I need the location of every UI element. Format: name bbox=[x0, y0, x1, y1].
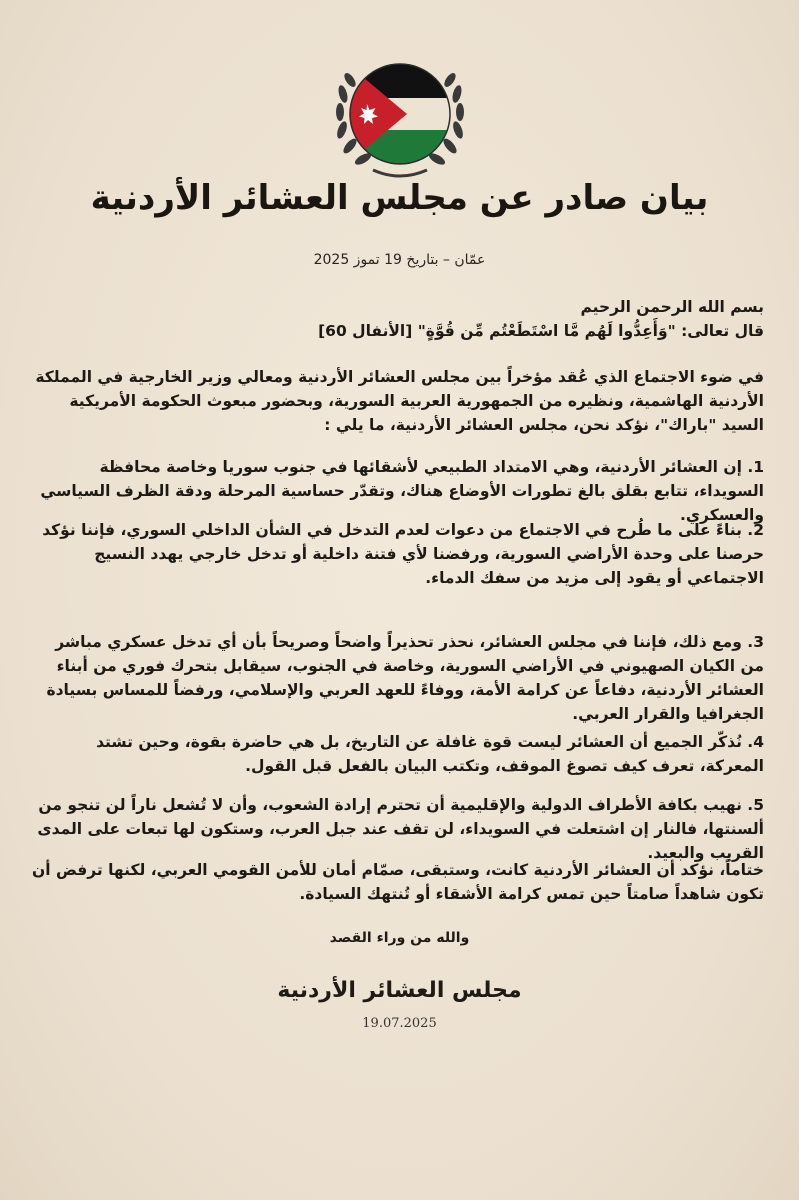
point-5 bbox=[29, 793, 764, 865]
point-1 bbox=[29, 455, 764, 527]
closing-phrase: والله من وراء القصد bbox=[329, 930, 470, 946]
point-2 bbox=[29, 518, 764, 590]
opening-section bbox=[29, 295, 764, 343]
intro-text: في ضوء الاجتماع الذي عُقد مؤخراً بين مجلس العشائر الأردنية ومعالي وزير الخارجية في المملكة الأردنية الهاشمية، ونظيره من الجمهورية العربية السورية، وبحضور مبعوث الحكومة الأمريكية السيد "باراك"، نؤكد نحن، مجلس العشائر الأردنية، ما يلي : bbox=[35, 368, 764, 434]
conclusion-text: ختاماً، نؤكد أن العشائر الأردنية كانت، وستبقى، صمّام أمان للأمن القومي العربي، لكنها ترفض أن تكون شاهداً صامتاً حين تمس كرامة الأشقاء أو تُنتهك السيادة. bbox=[32, 861, 764, 903]
point-4 bbox=[29, 730, 764, 778]
signature-date: 19.07.2025 bbox=[362, 1016, 437, 1031]
point-text: 5. نهيب بكافة الأطراف الدولية والإقليمية أن تحترم إرادة الشعوب، وأن لا تُشعل ناراً لن تنجو من ألسنتها، فالنار إن اشتعلت في السويداء، لن تقف عند جبل العرب، وستكون لها تبعات على المدى القريب والبعيد. bbox=[37, 796, 764, 862]
location-date: عمّان – بتاريخ 19 تموز 2025 bbox=[313, 252, 486, 268]
page-title: بيان صادر عن مجلس العشائر الأردنية bbox=[90, 178, 709, 218]
conclusion-paragraph bbox=[29, 858, 764, 906]
point-3 bbox=[29, 630, 764, 726]
point-text: 3. ومع ذلك، فإننا في مجلس العشائر، نحذر تحذيراً واضحاً وصريحاً بأن أي تدخل عسكري مباشر من الكيان الصهيوني في الأراضي السورية، وخاصة في الجنوب، سيقابل بتحرك فوري من أبناء العشائر الأردنية، دفاعاً عن كرامة الأمة، ووفاءً للعهد العربي والإسلامي، ورفضاً للمساس بسيادة الجغرافيا والقرار العربي. bbox=[46, 633, 764, 723]
basmala: بسم الله الرحمن الرحيم bbox=[580, 298, 764, 316]
point-text: 1. إن العشائر الأردنية، وهي الامتداد الطبيعي لأشقائها في جنوب سوريا وخاصة محافظة السويداء، تتابع بقلق بالغ تطورات الأوضاع هناك، وتقدّر حساسية المرحلة ودقة الظرف السياسي والعسكري. bbox=[40, 458, 764, 524]
jordan-flag-wreath-emblem bbox=[325, 42, 475, 192]
point-text: 2. بناءً على ما طُرح في الاجتماع من دعوات لعدم التدخل في الشأن الداخلي السوري، فإننا نؤكد حرصنا على وحدة الأراضي السورية، ورفضنا لأي فتنة داخلية أو تدخل خارجي يهدد النسيج الاجتماعي أو يقود إلى مزيد من سفك الدماء. bbox=[42, 521, 764, 587]
point-text: 4. نُذكّر الجميع أن العشائر ليست قوة غافلة عن التاريخ، بل هي حاضرة بقوة، وحين تشتد المعركة، تعرف كيف تصوغ الموقف، وتكتب البيان بالفعل قبل القول. bbox=[96, 733, 764, 775]
flag-roundel bbox=[345, 62, 455, 166]
quran-verse: قال تعالى: "وَأَعِدُّوا لَهُم مَّا اسْتَطَعْتُم مِّن قُوَّةٍ" [الأنفال 60] bbox=[318, 322, 764, 340]
intro-paragraph bbox=[29, 365, 764, 437]
signature-name: مجلس العشائر الأردنية bbox=[277, 978, 522, 1003]
